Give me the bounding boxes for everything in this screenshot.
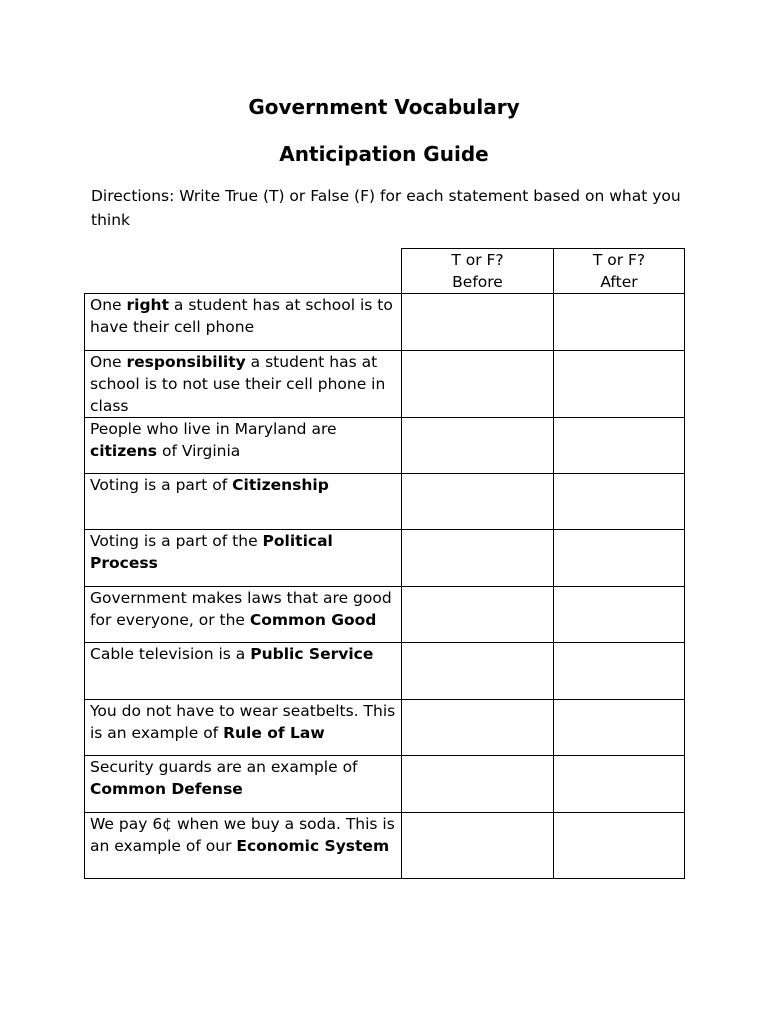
statement-text: Voting is a part of the <box>90 532 263 550</box>
vocabulary-term: responsibility <box>126 353 246 371</box>
before-answer-cell[interactable] <box>402 294 554 351</box>
statement-text: One <box>90 353 127 371</box>
statement-text: One <box>90 296 127 314</box>
after-column-header <box>554 249 685 294</box>
statement-text: of Virginia <box>157 442 241 460</box>
table-row <box>85 756 685 813</box>
table-row <box>85 351 685 418</box>
page-title: Government Vocabulary <box>248 95 520 119</box>
after-answer-cell[interactable] <box>554 351 685 418</box>
statement-header-cell <box>85 249 402 294</box>
after-answer-cell[interactable] <box>554 700 685 756</box>
statement-text: People who live in Maryland are <box>90 420 337 438</box>
after-answer-cell[interactable] <box>554 587 685 643</box>
table-row <box>85 418 685 474</box>
after-answer-cell[interactable] <box>554 474 685 530</box>
vocabulary-term: Citizenship <box>232 476 329 494</box>
table-row <box>85 643 685 700</box>
statement-cell <box>85 474 402 530</box>
before-answer-cell[interactable] <box>402 474 554 530</box>
vocabulary-term: Common Defense <box>90 780 243 798</box>
after-answer-cell[interactable] <box>554 530 685 587</box>
table-row <box>85 474 685 530</box>
after-answer-cell[interactable] <box>554 813 685 879</box>
statement-cell <box>85 294 402 351</box>
statement-text: a student has at school is to not use their cell phone in class <box>90 353 386 415</box>
before-answer-cell[interactable] <box>402 418 554 474</box>
after-answer-cell[interactable] <box>554 643 685 700</box>
vocabulary-term: citizens <box>90 442 158 460</box>
after-header-line1: T or F? <box>592 251 646 269</box>
anticipation-table <box>84 248 685 879</box>
table-row <box>85 813 685 879</box>
table-header-row <box>85 249 685 294</box>
statement-cell <box>85 418 402 474</box>
after-header-line2: After <box>600 273 638 291</box>
table-row <box>85 294 685 351</box>
after-answer-cell[interactable] <box>554 294 685 351</box>
vocabulary-term: Public Service <box>250 645 374 663</box>
statement-cell <box>85 643 402 700</box>
statement-cell <box>85 351 402 418</box>
statement-text: You do not have to wear seatbelts. This is an example of <box>90 702 396 742</box>
statement-text: a student has at school is to have their cell phone <box>90 296 393 336</box>
before-answer-cell[interactable] <box>402 530 554 587</box>
before-answer-cell[interactable] <box>402 643 554 700</box>
before-answer-cell[interactable] <box>402 351 554 418</box>
directions-text: Directions: Write True (T) or False (F) for each statement based on what you think <box>91 187 681 229</box>
vocabulary-term: Political Process <box>90 532 333 572</box>
statement-text: Security guards are an example of <box>90 758 358 776</box>
after-answer-cell[interactable] <box>554 418 685 474</box>
statement-cell <box>85 587 402 643</box>
statement-text: We pay 6¢ when we buy a soda. This is an example of our <box>90 815 395 855</box>
page-subtitle: Anticipation Guide <box>279 142 489 166</box>
before-header-line2: Before <box>452 273 503 291</box>
before-answer-cell[interactable] <box>402 813 554 879</box>
statement-text: Cable television is a <box>90 645 251 663</box>
statement-cell <box>85 700 402 756</box>
before-answer-cell[interactable] <box>402 756 554 813</box>
statement-text: Voting is a part of <box>90 476 233 494</box>
vocabulary-term: Economic System <box>236 837 390 855</box>
before-header-line1: T or F? <box>451 251 504 269</box>
statement-cell <box>85 813 402 879</box>
after-answer-cell[interactable] <box>554 756 685 813</box>
before-answer-cell[interactable] <box>402 700 554 756</box>
vocabulary-term: Rule of Law <box>223 724 325 742</box>
table-row <box>85 587 685 643</box>
statement-text: Government makes laws that are good for everyone, or the <box>90 589 392 629</box>
statement-cell <box>85 756 402 813</box>
before-answer-cell[interactable] <box>402 587 554 643</box>
statement-cell <box>85 530 402 587</box>
before-column-header <box>402 249 554 294</box>
table-row <box>85 530 685 587</box>
vocabulary-term: right <box>126 296 169 314</box>
table-row <box>85 700 685 756</box>
vocabulary-term: Common Good <box>249 611 377 629</box>
